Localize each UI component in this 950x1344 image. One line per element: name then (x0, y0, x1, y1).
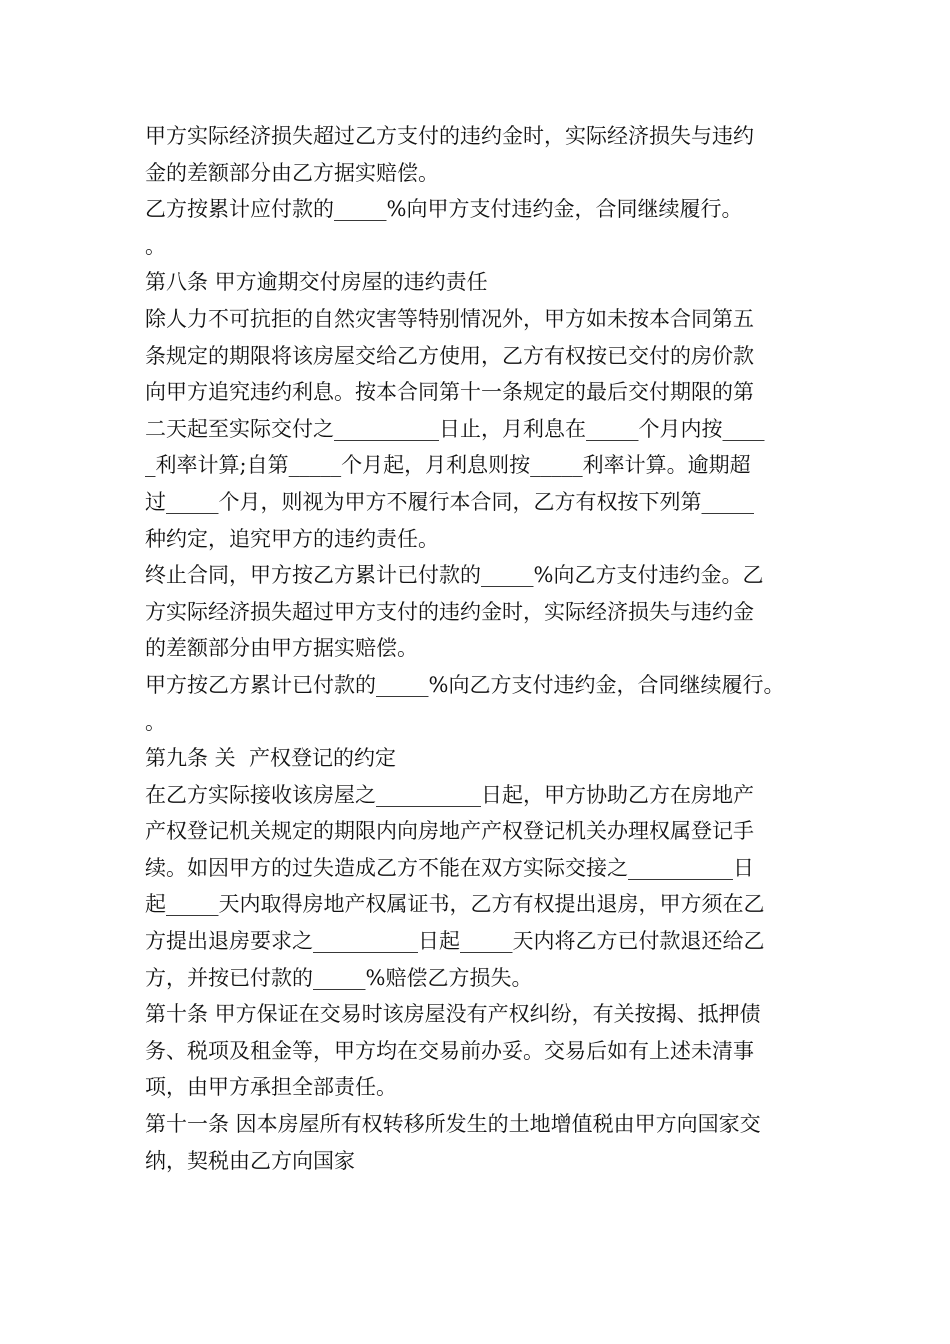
text-line: 起_____天内取得房地产权属证书，乙方有权提出退房，甲方须在乙 (145, 892, 765, 917)
text-line: _利率计算;自第_____个月起，月利息则按_____利率计算。逾期超 (145, 453, 751, 478)
text-line: 在乙方实际接收该房屋之__________日起，甲方协助乙方在房地产 (145, 782, 754, 807)
text-line: 二天起至实际交付之__________日止，月利息在_____个月内按____ (145, 416, 765, 441)
text-line: 种约定，追究甲方的违约责任。 (145, 526, 439, 551)
article-8-heading: 第八条 甲方逾期交付房屋的违约责任 (145, 270, 488, 295)
article-11-paragraph: 第十一条 因本房屋所有权转移所发生的土地增值税由甲方向国家交 (145, 1112, 761, 1137)
text-line: 方，并按已付款的_____%赔偿乙方损失。 (145, 965, 533, 990)
text-line: 。 (145, 233, 166, 258)
text-line: 金的差额部分由乙方据实赔偿。 (145, 160, 439, 185)
text-line: 。 (145, 709, 166, 734)
text-line: 产权登记机关规定的期限内向房地产产权登记机关办理权属登记手 (145, 819, 754, 844)
text-line: 方提出退房要求之__________日起_____天内将乙方已付款退还给乙 (145, 929, 765, 954)
document-page (145, 118, 815, 1179)
text-line: 终止合同，甲方按乙方累计已付款的_____%向乙方支付违约金。乙 (145, 563, 764, 588)
text-line: 向甲方追究违约利息。按本合同第十一条规定的最后交付期限的第 (145, 380, 754, 405)
text-line: 除人力不可抗拒的自然灾害等特别情况外，甲方如未按本合同第五 (145, 306, 754, 331)
text-line: 条规定的期限将该房屋交给乙方使用，乙方有权按已交付的房价款 (145, 343, 754, 368)
text-line: 甲方按乙方累计已付款的_____%向乙方支付违约金，合同继续履行。 (145, 672, 785, 697)
text-line: 纳，契税由乙方向国家 (145, 1148, 355, 1173)
article-10-paragraph: 第十条 甲方保证在交易时该房屋没有产权纠纷，有关按揭、抵押债 (145, 1002, 761, 1027)
text-line: 的差额部分由甲方据实赔偿。 (145, 636, 418, 661)
article-9-heading: 第九条 关 产权登记的约定 (145, 746, 397, 771)
text-line: 务、税项及租金等，甲方均在交易前办妥。交易后如有上述未清事 (145, 1038, 754, 1063)
text-line: 过_____个月，则视为甲方不履行本合同，乙方有权按下列第_____ (145, 489, 754, 514)
text-line: 续。如因甲方的过失造成乙方不能在双方实际交接之__________日 (145, 855, 754, 880)
text-line: 方实际经济损失超过甲方支付的违约金时，实际经济损失与违约金 (145, 599, 754, 624)
text-line: 甲方实际经济损失超过乙方支付的违约金时，实际经济损失与违约 (145, 124, 754, 148)
text-line: 项，由甲方承担全部责任。 (145, 1075, 397, 1100)
text-line: 乙方按累计应付款的_____%向甲方支付违约金，合同继续履行。 (145, 197, 743, 222)
